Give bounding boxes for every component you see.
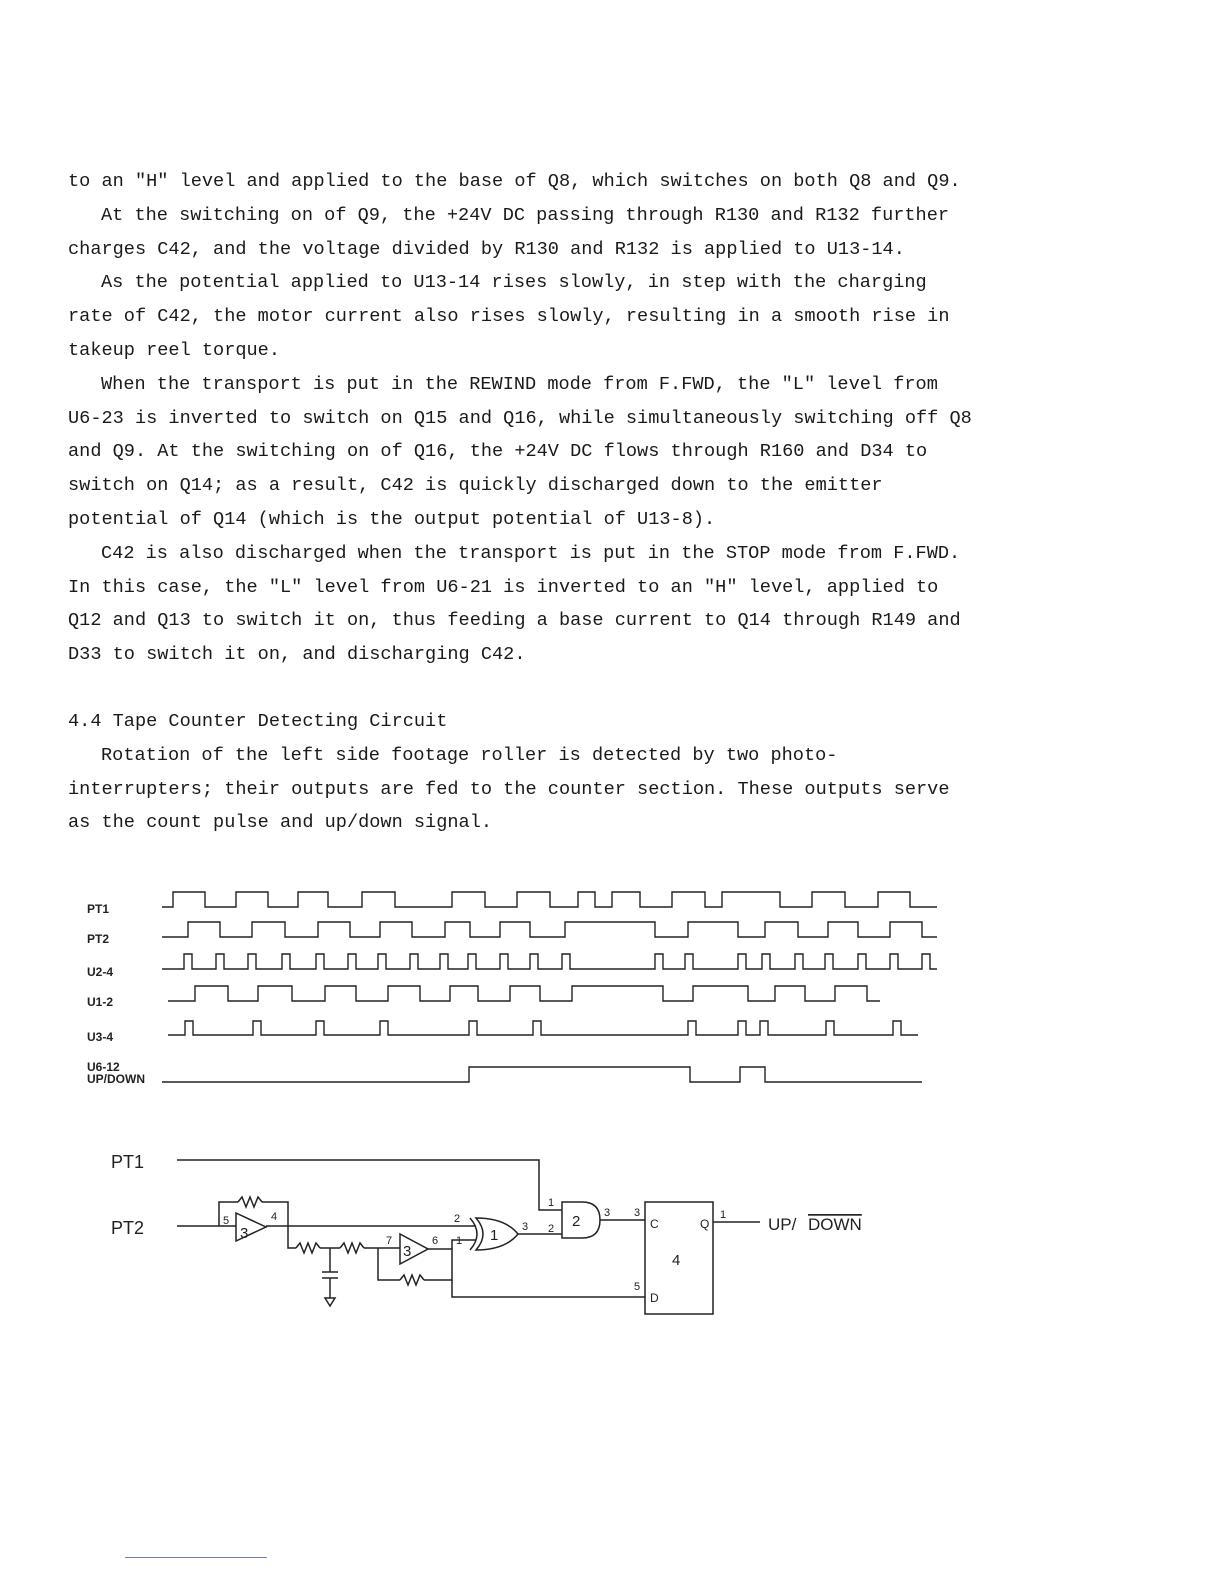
waveform-u3-4 xyxy=(168,1021,918,1035)
gate-number-and: 2 xyxy=(572,1213,581,1230)
input-label-pt2: PT2 xyxy=(111,1218,145,1238)
resistor-r1 xyxy=(296,1243,320,1253)
output-label-up: UP/ xyxy=(768,1215,797,1234)
paragraph-q9: At the switching on of Q9, the +24V DC passing through R130 and R132 further charges C42, and the voltage divided by R130 and R132 is applied to U13-14. xyxy=(68,204,950,260)
pin-4: 4 xyxy=(271,1211,278,1223)
waveform-u1-2 xyxy=(168,986,880,1001)
label-pt2: PT2 xyxy=(87,932,110,946)
paragraph-rewind: When the transport is put in the REWIND mode from F.FWD, the "L" level from U6-23 is inverted to switch on Q15 and Q16, while simultaneously switching off Q8 and Q9. At the switching on of Q16, the +24V DC flows through R160 and D34 to switch on Q14; as a result, C42 is quickly discharged down to the emitter potential of Q14 (which is the output potential of U13-8). xyxy=(68,373,972,530)
wire-rc xyxy=(288,1226,296,1248)
paragraph-u13: As the potential applied to U13-14 rises slowly, in step with the charging rate of C42, the motor current also rises slowly, resulting in a smooth rise in takeup reel torque. xyxy=(68,272,950,361)
pin-6: 6 xyxy=(432,1235,439,1247)
waveform-u6-12 xyxy=(162,1067,922,1082)
ff-pin-c: C xyxy=(650,1217,659,1231)
ground-symbol xyxy=(325,1298,335,1306)
output-label-down: DOWN xyxy=(808,1215,862,1234)
resistor-r2 xyxy=(340,1243,364,1253)
label-u2-4: U2-4 xyxy=(87,965,114,979)
waveform-u2-4 xyxy=(162,954,937,969)
label-updown: UP/DOWN xyxy=(87,1072,145,1086)
gate-number-xor: 1 xyxy=(490,1227,499,1244)
footer-rule xyxy=(125,1557,267,1558)
pin-3-and: 3 xyxy=(604,1207,611,1219)
label-u1-2: U1-2 xyxy=(87,995,114,1009)
section-paragraph: Rotation of the left side footage roller is detected by two photo-interrupters; their outputs are fed to the counter section. These outputs serve as the count pulse and up/down signal. xyxy=(68,744,950,834)
pin-1-xor: 1 xyxy=(456,1235,463,1247)
pin-1-and: 1 xyxy=(548,1197,555,1209)
pin-3-ff: 3 xyxy=(634,1207,641,1219)
label-u3-4: U3-4 xyxy=(87,1030,114,1044)
body-text xyxy=(68,165,978,840)
gate-number-buffer2: 3 xyxy=(403,1243,412,1260)
label-u6-12: U6-12 xyxy=(87,1060,120,1074)
wire-feedback-2b xyxy=(424,1249,452,1280)
section-heading: 4.4 Tape Counter Detecting Circuit xyxy=(68,710,448,732)
pin-5: 5 xyxy=(223,1215,230,1227)
wire-to-d xyxy=(452,1280,645,1297)
gate-number-buffer1: 3 xyxy=(240,1225,249,1242)
pin-3-xor: 3 xyxy=(522,1221,529,1233)
and-gate xyxy=(562,1202,600,1238)
pin-2-xor: 2 xyxy=(454,1213,461,1225)
waveform-pt1 xyxy=(162,892,937,907)
pin-2-and: 2 xyxy=(548,1223,555,1235)
pin-5-ff: 5 xyxy=(634,1281,641,1293)
wire-feedback-2 xyxy=(378,1248,400,1280)
pin-7: 7 xyxy=(386,1235,393,1247)
input-label-pt1: PT1 xyxy=(111,1152,145,1172)
timing-diagram xyxy=(0,880,1224,1100)
xor-gate-back xyxy=(470,1218,477,1250)
paragraph-continuation: to an "H" level and applied to the base of Q8, which switches on both Q8 and Q9. xyxy=(68,171,961,192)
resistor-feedback-1 xyxy=(238,1197,262,1207)
ff-pin-d: D xyxy=(650,1291,659,1305)
paragraph-stop: C42 is also discharged when the transport is put in the STOP mode from F.FWD. In this case, the "L" level from U6-21 is inverted to an "H" level, applied to Q12 and Q13 to switch it on, thus feeding a base current to Q14 through R149 and D33 to switch it on, and discharging C42. xyxy=(68,542,961,666)
resistor-feedback-2 xyxy=(400,1275,424,1285)
schematic-diagram xyxy=(0,1140,1224,1340)
pin-1-ff: 1 xyxy=(720,1209,727,1221)
label-pt1: PT1 xyxy=(87,902,110,916)
ff-pin-q: Q xyxy=(700,1217,710,1231)
gate-number-ff: 4 xyxy=(672,1252,681,1269)
waveform-pt2 xyxy=(162,922,937,937)
